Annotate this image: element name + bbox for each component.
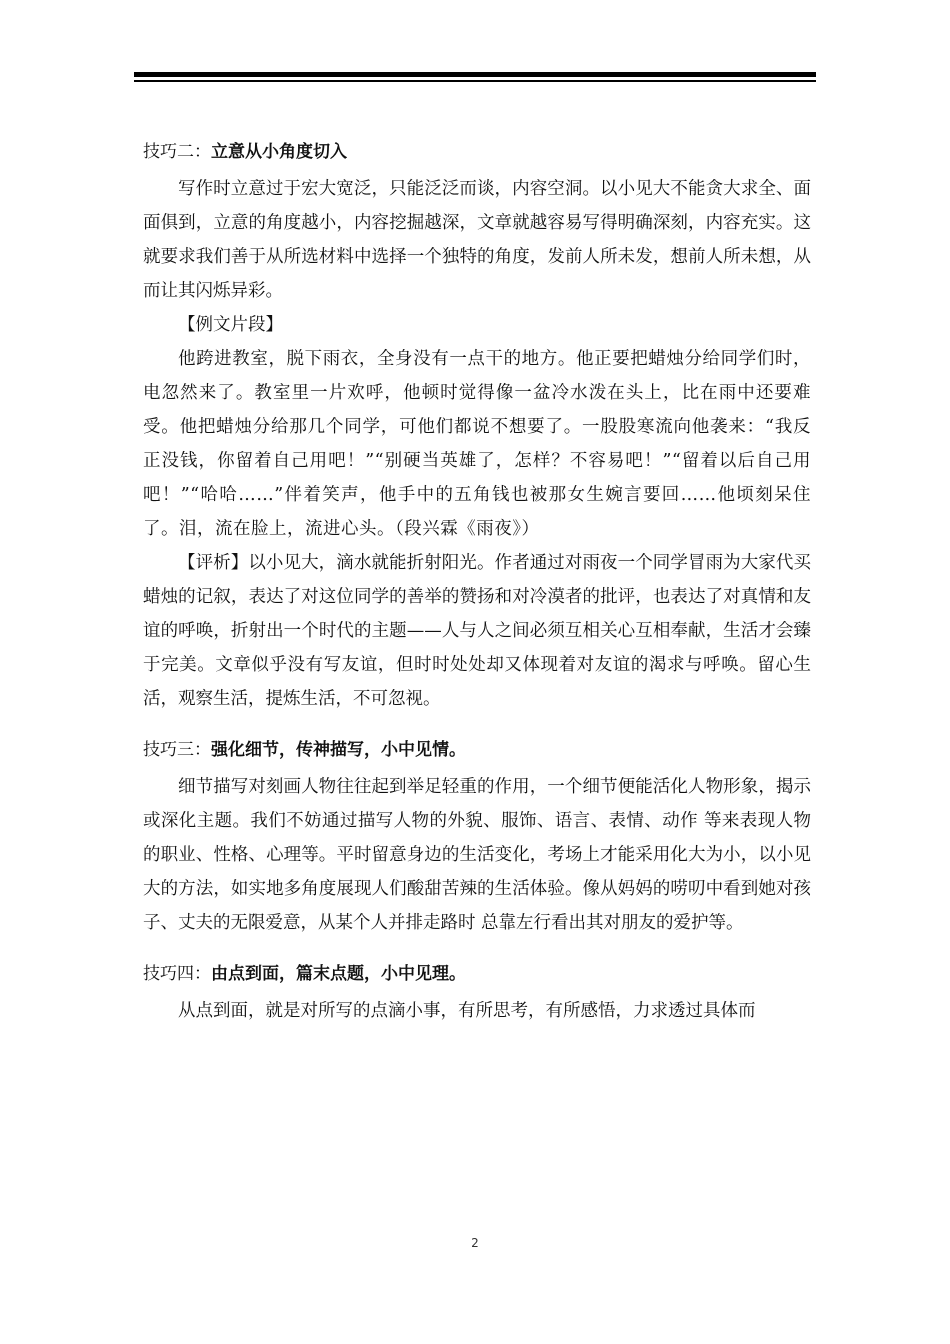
paragraph: 从点到面，就是对所写的点滴小事，有所思考，有所感悟，力求透过具体而 bbox=[178, 1001, 756, 1021]
header-rule-thin bbox=[134, 80, 816, 82]
section-heading-tip-4 bbox=[143, 962, 811, 986]
commentary-paragraph: 【评析】以小见大，滴水就能折射阳光。作者通过对雨夜一个同学冒雨为大家代买蜡烛的记叙，表达了对这位同学的善举的赞扬和对冷漠者的批评，也表达了对真情和友谊的呼唤，折射出一个时代的主题——人与人之间必须互相关心互相奉献，生活才会臻于完美。文章似乎没有写友谊，但时时处处却又体现着对友谊的渴求与呼唤。留心生活，观察生活，提炼生活，不可忽视。 bbox=[143, 553, 811, 709]
section-heading-tip-2 bbox=[143, 140, 811, 164]
section-label: 技巧四： bbox=[143, 964, 211, 984]
header-rule-thick bbox=[134, 72, 816, 77]
section-title: 由点到面，篇末点题，小中见理。 bbox=[211, 964, 466, 984]
example-excerpt: 他跨进教室，脱下雨衣，全身没有一点干的地方。他正要把蜡烛分给同学们时，电忽然来了。教室里一片欢呼，他顿时觉得像一盆冷水泼在头上，比在雨中还要难受。他把蜡烛分给那几个同学，可他们都说不想要了。一股股寒流向他袭来：“我反正没钱，你留着自己用吧！”“别硬当英雄了，怎样？不容易吧！”“留着以后自己用吧！”“哈哈……”伴着笑声，他手中的五角钱也被那女生婉言要回……他顷刻呆住了。泪，流在脸上，流进心头。（段兴霖《雨夜》） bbox=[143, 349, 811, 539]
paragraph: 细节描写对刻画人物往往起到举足轻重的作用，一个细节便能活化人物形象，揭示或深化主题。我们不妨通过描写人物的外貌、服饰、语言、表情、动作 等来表现人物的职业、性格、心理等。平时留意身边的生活变化，考场上才能采用化大为小，以小见大的方法，如实地多角度展现人们酸甜苦辣的生活体验。像从妈妈的唠叨中看到她对孩子、丈夫的无限爱意，从某个人并排走路时 总靠左行看出其对朋友的爱护等。 bbox=[143, 777, 811, 933]
paragraph: 写作时立意过于宏大宽泛，只能泛泛而谈，内容空洞。以小见大不能贪大求全、面面俱到，立意的角度越小，内容挖掘越深，文章就越容易写得明确深刻，内容充实。这就要求我们善于从所选材料中选择一个独特的角度，发前人所未发，想前人所未想，从而让其闪烁异彩。 bbox=[143, 179, 811, 301]
document-body bbox=[143, 140, 811, 1028]
page-number: 2 bbox=[471, 1236, 479, 1250]
section-title: 立意从小角度切入 bbox=[211, 142, 347, 162]
section-label: 技巧三： bbox=[143, 740, 211, 760]
section-heading-tip-3 bbox=[143, 738, 811, 762]
section-label: 技巧二： bbox=[143, 142, 211, 162]
section-title: 强化细节，传神描写，小中见情。 bbox=[211, 740, 466, 760]
example-label: 【例文片段】 bbox=[178, 315, 283, 335]
